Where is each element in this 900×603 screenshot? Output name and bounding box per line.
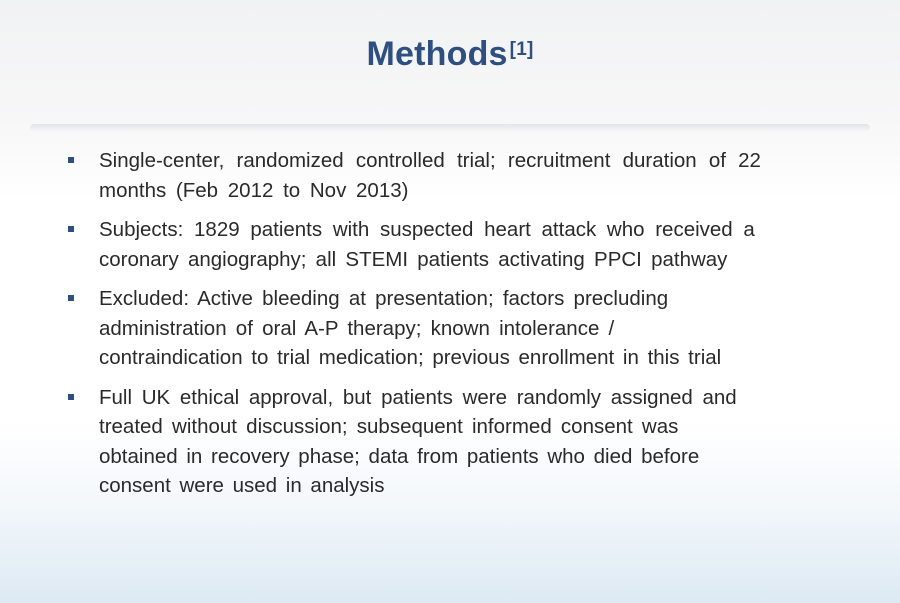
title-divider xyxy=(30,124,870,132)
bullet-line: months (Feb 2012 to Nov 2013) xyxy=(99,178,409,202)
bullet-item xyxy=(68,284,848,373)
square-bullet-icon xyxy=(68,295,74,301)
bullet-line: Full UK ethical approval, but patients were randomly assigned and xyxy=(99,385,737,409)
bullet-line: treated without discussion; subsequent informed consent was xyxy=(99,415,679,438)
bullet-text xyxy=(99,146,834,205)
square-bullet-icon xyxy=(68,157,74,163)
bullet-line: contraindication to trial medication; previous enrollment in this trial xyxy=(99,346,722,369)
bullet-line: consent were used in analysis xyxy=(99,474,385,497)
bullet-item xyxy=(68,383,848,501)
bullet-text xyxy=(99,215,834,274)
bullet-list xyxy=(68,146,848,511)
bullet-item xyxy=(68,146,848,205)
title-area xyxy=(0,30,900,78)
bullet-text xyxy=(99,284,834,373)
slide-title xyxy=(367,30,534,78)
bullet-text xyxy=(99,383,834,501)
title-reference: [1] xyxy=(509,39,534,60)
bullet-item xyxy=(68,215,848,274)
slide-title-text: Methods xyxy=(366,35,508,73)
square-bullet-icon xyxy=(68,394,74,400)
bullet-line: Subjects: 1829 patients with suspected heart attack who received a xyxy=(99,218,755,241)
bullet-line: Single-center, randomized controlled trial; recruitment duration of 22 xyxy=(99,149,761,172)
bullet-line: coronary angiography; all STEMI patients activating PPCI pathway xyxy=(99,247,728,271)
bullet-line: obtained in recovery phase; data from patients who died before xyxy=(99,444,700,468)
bullet-line: Excluded: Active bleeding at presentation; factors precluding xyxy=(99,287,669,310)
bullet-line: administration of oral A-P therapy; known intolerance / xyxy=(99,316,615,340)
square-bullet-icon xyxy=(68,226,74,232)
